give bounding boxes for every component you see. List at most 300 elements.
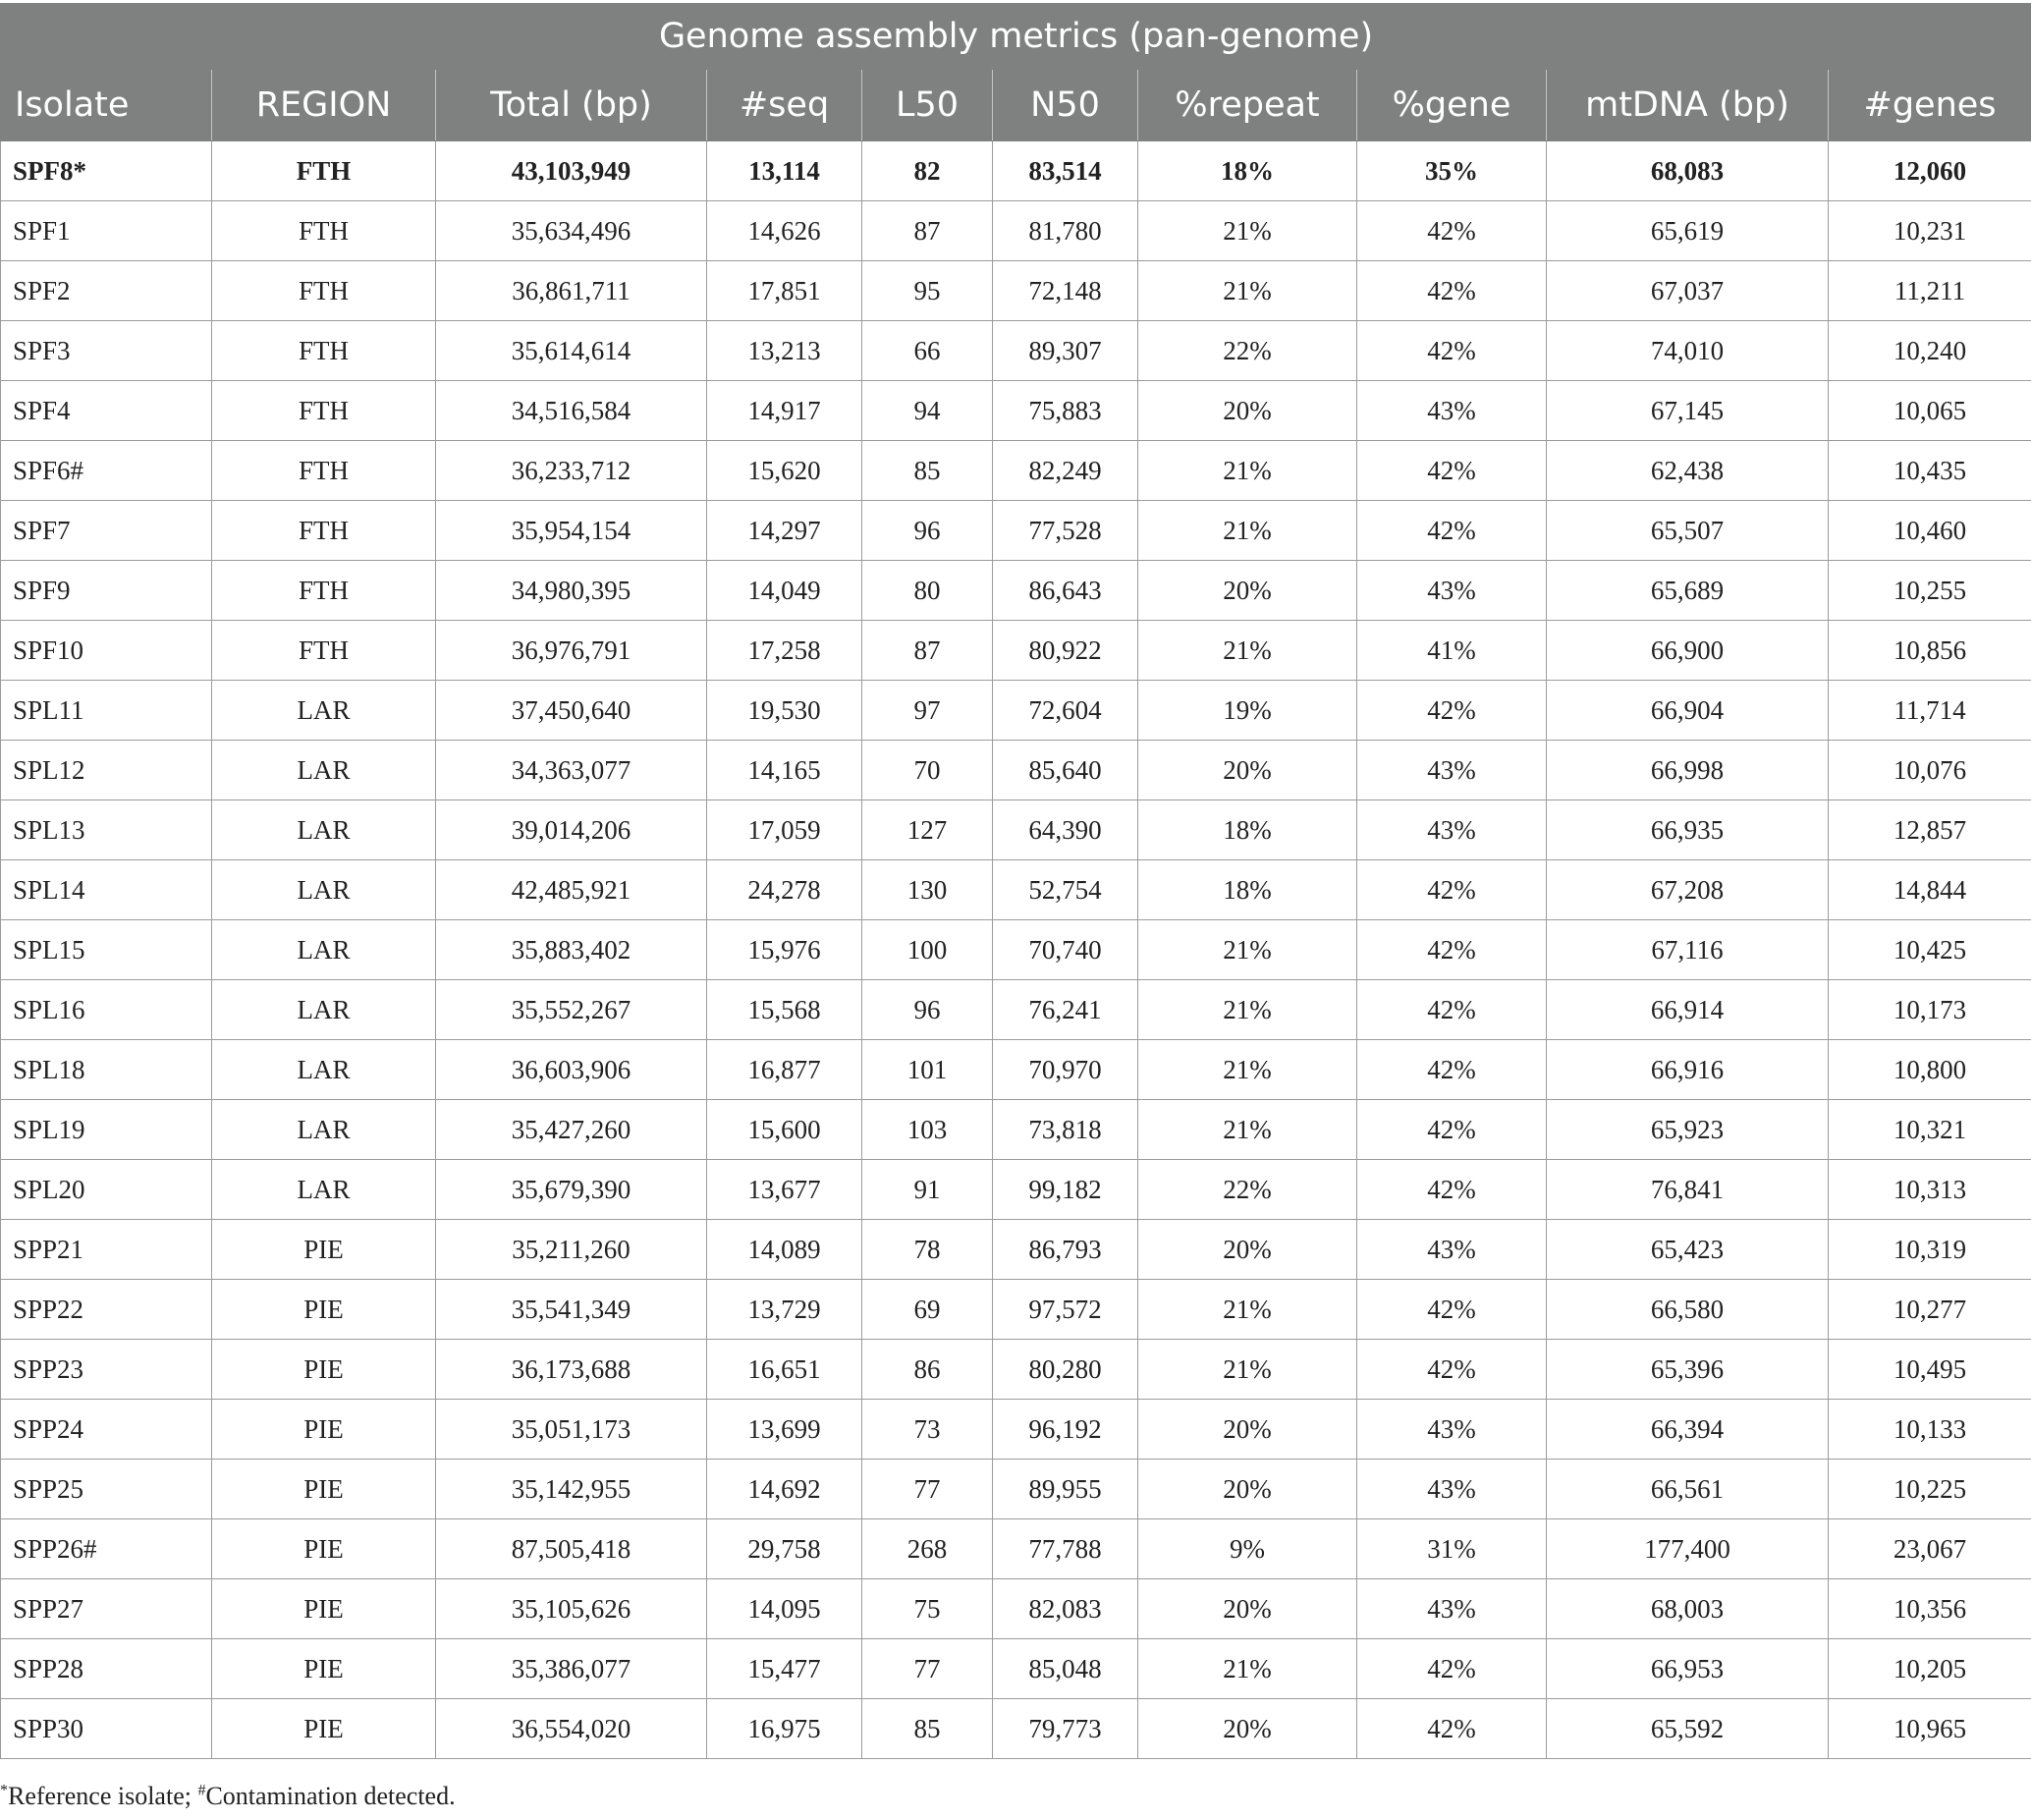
table-cell: 37,450,640 bbox=[436, 681, 707, 741]
table-cell: 34,980,395 bbox=[436, 561, 707, 621]
table-cell: PIE bbox=[212, 1220, 436, 1280]
table-cell: 268 bbox=[862, 1519, 993, 1579]
table-cell: 21% bbox=[1138, 920, 1357, 980]
table-cell: 35,552,267 bbox=[436, 980, 707, 1040]
table-cell: 35,051,173 bbox=[436, 1400, 707, 1460]
table-cell: 41% bbox=[1357, 621, 1547, 681]
table-cell: LAR bbox=[212, 1160, 436, 1220]
table-cell: 10,800 bbox=[1829, 1040, 2031, 1100]
table-cell: 10,435 bbox=[1829, 441, 2031, 501]
table-cell: 97,572 bbox=[993, 1280, 1138, 1340]
table-cell: 10,225 bbox=[1829, 1460, 2031, 1519]
table-row bbox=[1, 1579, 2031, 1639]
table-cell: SPF3 bbox=[1, 321, 212, 381]
table-cell: 20% bbox=[1138, 381, 1357, 441]
table-row bbox=[1, 1519, 2031, 1579]
table-row bbox=[1, 800, 2031, 860]
table-cell: 65,396 bbox=[1547, 1340, 1829, 1400]
table-cell: 42% bbox=[1357, 501, 1547, 561]
table-cell: 21% bbox=[1138, 1100, 1357, 1160]
table-cell: 10,240 bbox=[1829, 321, 2031, 381]
table-cell: 36,861,711 bbox=[436, 261, 707, 321]
table-cell: 75 bbox=[862, 1579, 993, 1639]
table-cell: 64,390 bbox=[993, 800, 1138, 860]
table-cell: 21% bbox=[1138, 201, 1357, 261]
table-cell: 20% bbox=[1138, 1220, 1357, 1280]
table-cell: 19,530 bbox=[707, 681, 862, 741]
table-cell: 43,103,949 bbox=[436, 141, 707, 201]
table-cell: 82,249 bbox=[993, 441, 1138, 501]
table-cell: 12,857 bbox=[1829, 800, 2031, 860]
table-cell: 10,205 bbox=[1829, 1639, 2031, 1699]
column-header: #genes bbox=[1829, 70, 2031, 141]
table-cell: 73 bbox=[862, 1400, 993, 1460]
table-cell: 43% bbox=[1357, 741, 1547, 800]
table-cell: 79,773 bbox=[993, 1699, 1138, 1759]
table-cell: 85 bbox=[862, 441, 993, 501]
table-cell: SPL11 bbox=[1, 681, 212, 741]
table-cell: 77,528 bbox=[993, 501, 1138, 561]
table-cell: 77 bbox=[862, 1639, 993, 1699]
column-header: REGION bbox=[212, 70, 436, 141]
table-cell: 66,394 bbox=[1547, 1400, 1829, 1460]
table-cell: 11,714 bbox=[1829, 681, 2031, 741]
table-cell: 42% bbox=[1357, 920, 1547, 980]
table-cell: 95 bbox=[862, 261, 993, 321]
table-title: Genome assembly metrics (pan-genome) bbox=[1, 4, 2031, 70]
table-cell: 13,114 bbox=[707, 141, 862, 201]
table-cell: 66,580 bbox=[1547, 1280, 1829, 1340]
table-cell: SPL20 bbox=[1, 1160, 212, 1220]
table-cell: 42,485,921 bbox=[436, 860, 707, 920]
table-cell: 78 bbox=[862, 1220, 993, 1280]
table-cell: 76,241 bbox=[993, 980, 1138, 1040]
table-row bbox=[1, 381, 2031, 441]
table-cell: PIE bbox=[212, 1639, 436, 1699]
table-cell: SPP24 bbox=[1, 1400, 212, 1460]
table-cell: SPF10 bbox=[1, 621, 212, 681]
table-cell: 42% bbox=[1357, 1699, 1547, 1759]
table-cell: 75,883 bbox=[993, 381, 1138, 441]
column-header: #seq bbox=[707, 70, 862, 141]
table-cell: 35,427,260 bbox=[436, 1100, 707, 1160]
column-header: Isolate bbox=[1, 70, 212, 141]
table-cell: 36,976,791 bbox=[436, 621, 707, 681]
table-cell: 34,516,584 bbox=[436, 381, 707, 441]
table-cell: 87 bbox=[862, 201, 993, 261]
table-cell: 35,634,496 bbox=[436, 201, 707, 261]
table-cell: 42% bbox=[1357, 321, 1547, 381]
table-row bbox=[1, 1639, 2031, 1699]
table-cell: 42% bbox=[1357, 1100, 1547, 1160]
table-cell: SPF2 bbox=[1, 261, 212, 321]
table-cell: FTH bbox=[212, 561, 436, 621]
table-cell: 35,954,154 bbox=[436, 501, 707, 561]
table-row bbox=[1, 201, 2031, 261]
table-cell: SPP25 bbox=[1, 1460, 212, 1519]
table-cell: 68,083 bbox=[1547, 141, 1829, 201]
table-row bbox=[1, 920, 2031, 980]
table-row bbox=[1, 1400, 2031, 1460]
table-cell: 17,258 bbox=[707, 621, 862, 681]
table-cell: 67,145 bbox=[1547, 381, 1829, 441]
table-row bbox=[1, 681, 2031, 741]
table-cell: 10,173 bbox=[1829, 980, 2031, 1040]
table-cell: 66,935 bbox=[1547, 800, 1829, 860]
table-cell: 42% bbox=[1357, 441, 1547, 501]
table-cell: 22% bbox=[1138, 1160, 1357, 1220]
table-cell: 73,818 bbox=[993, 1100, 1138, 1160]
table-cell: 21% bbox=[1138, 1280, 1357, 1340]
table-cell: 76,841 bbox=[1547, 1160, 1829, 1220]
table-cell: 85,048 bbox=[993, 1639, 1138, 1699]
table-cell: FTH bbox=[212, 381, 436, 441]
table-cell: 21% bbox=[1138, 501, 1357, 561]
table-cell: 21% bbox=[1138, 621, 1357, 681]
table-cell: LAR bbox=[212, 980, 436, 1040]
table-cell: 10,460 bbox=[1829, 501, 2031, 561]
table-cell: 20% bbox=[1138, 1460, 1357, 1519]
table-cell: 35,386,077 bbox=[436, 1639, 707, 1699]
table-cell: 39,014,206 bbox=[436, 800, 707, 860]
table-cell: 18% bbox=[1138, 141, 1357, 201]
table-cell: 65,923 bbox=[1547, 1100, 1829, 1160]
table-cell: 94 bbox=[862, 381, 993, 441]
table-cell: 14,626 bbox=[707, 201, 862, 261]
table-cell: SPL15 bbox=[1, 920, 212, 980]
table-cell: PIE bbox=[212, 1400, 436, 1460]
table-cell: 10,231 bbox=[1829, 201, 2031, 261]
table-row bbox=[1, 441, 2031, 501]
table-cell: 36,233,712 bbox=[436, 441, 707, 501]
table-cell: SPF4 bbox=[1, 381, 212, 441]
table-cell: SPL13 bbox=[1, 800, 212, 860]
table-row bbox=[1, 501, 2031, 561]
table-cell: SPP27 bbox=[1, 1579, 212, 1639]
table-cell: 21% bbox=[1138, 1639, 1357, 1699]
table-cell: SPF7 bbox=[1, 501, 212, 561]
table-cell: 10,965 bbox=[1829, 1699, 2031, 1759]
table-cell: LAR bbox=[212, 1100, 436, 1160]
table-cell: 72,604 bbox=[993, 681, 1138, 741]
table-row bbox=[1, 1100, 2031, 1160]
table-cell: 89,307 bbox=[993, 321, 1138, 381]
table-cell: SPP26# bbox=[1, 1519, 212, 1579]
table-cell: 65,689 bbox=[1547, 561, 1829, 621]
table-cell: 66 bbox=[862, 321, 993, 381]
table-cell: 42% bbox=[1357, 860, 1547, 920]
table-cell: 42% bbox=[1357, 681, 1547, 741]
table-cell: 17,851 bbox=[707, 261, 862, 321]
table-cell: 35,211,260 bbox=[436, 1220, 707, 1280]
table-cell: 43% bbox=[1357, 800, 1547, 860]
table-cell: 20% bbox=[1138, 1400, 1357, 1460]
table-cell: 20% bbox=[1138, 1699, 1357, 1759]
table-cell: 13,729 bbox=[707, 1280, 862, 1340]
column-header-row bbox=[1, 70, 2031, 141]
table-row bbox=[1, 741, 2031, 800]
table-cell: 14,297 bbox=[707, 501, 862, 561]
table-cell: 97 bbox=[862, 681, 993, 741]
table-cell: LAR bbox=[212, 681, 436, 741]
table-cell: PIE bbox=[212, 1280, 436, 1340]
table-cell: PIE bbox=[212, 1699, 436, 1759]
table-cell: 87 bbox=[862, 621, 993, 681]
table-cell: 10,495 bbox=[1829, 1340, 2031, 1400]
table-cell: 66,914 bbox=[1547, 980, 1829, 1040]
column-header: %repeat bbox=[1138, 70, 1357, 141]
table-cell: 42% bbox=[1357, 1040, 1547, 1100]
table-cell: 42% bbox=[1357, 1160, 1547, 1220]
table-cell: 35,679,390 bbox=[436, 1160, 707, 1220]
table-row bbox=[1, 1220, 2031, 1280]
table-cell: 10,065 bbox=[1829, 381, 2031, 441]
table-cell: 43% bbox=[1357, 1220, 1547, 1280]
table-cell: 43% bbox=[1357, 561, 1547, 621]
table-cell: 10,076 bbox=[1829, 741, 2031, 800]
table-cell: 43% bbox=[1357, 381, 1547, 441]
table-cell: 101 bbox=[862, 1040, 993, 1100]
table-cell: 31% bbox=[1357, 1519, 1547, 1579]
table-cell: 14,917 bbox=[707, 381, 862, 441]
table-cell: 10,133 bbox=[1829, 1400, 2031, 1460]
table-cell: SPF8* bbox=[1, 141, 212, 201]
table-cell: 10,321 bbox=[1829, 1100, 2031, 1160]
table-container bbox=[0, 3, 2031, 1759]
table-cell: 42% bbox=[1357, 1340, 1547, 1400]
table-cell: 10,319 bbox=[1829, 1220, 2031, 1280]
table-row bbox=[1, 261, 2031, 321]
footnote-reference-text: Reference isolate; bbox=[8, 1782, 198, 1810]
table-cell: 14,692 bbox=[707, 1460, 862, 1519]
table-cell: LAR bbox=[212, 741, 436, 800]
table-cell: PIE bbox=[212, 1579, 436, 1639]
table-cell: 67,208 bbox=[1547, 860, 1829, 920]
table-cell: PIE bbox=[212, 1519, 436, 1579]
table-row bbox=[1, 860, 2031, 920]
table-cell: 36,173,688 bbox=[436, 1340, 707, 1400]
table-cell: 35,614,614 bbox=[436, 321, 707, 381]
table-cell: SPP21 bbox=[1, 1220, 212, 1280]
table-footnote bbox=[0, 1782, 456, 1811]
table-cell: FTH bbox=[212, 141, 436, 201]
table-cell: 13,677 bbox=[707, 1160, 862, 1220]
footnote-contamination-mark: # bbox=[197, 1782, 206, 1799]
table-cell: 96 bbox=[862, 501, 993, 561]
table-cell: LAR bbox=[212, 920, 436, 980]
table-cell: 72,148 bbox=[993, 261, 1138, 321]
table-cell: 35,883,402 bbox=[436, 920, 707, 980]
table-row bbox=[1, 141, 2031, 201]
table-cell: FTH bbox=[212, 321, 436, 381]
table-cell: FTH bbox=[212, 441, 436, 501]
table-cell: 62,438 bbox=[1547, 441, 1829, 501]
table-cell: FTH bbox=[212, 261, 436, 321]
table-cell: 10,425 bbox=[1829, 920, 2031, 980]
table-cell: 14,844 bbox=[1829, 860, 2031, 920]
table-cell: 86 bbox=[862, 1340, 993, 1400]
table-cell: 80 bbox=[862, 561, 993, 621]
table-row bbox=[1, 1699, 2031, 1759]
table-cell: 10,313 bbox=[1829, 1160, 2031, 1220]
column-header: Total (bp) bbox=[436, 70, 707, 141]
table-cell: 66,900 bbox=[1547, 621, 1829, 681]
table-cell: 21% bbox=[1138, 1340, 1357, 1400]
table-cell: 43% bbox=[1357, 1460, 1547, 1519]
table-cell: 127 bbox=[862, 800, 993, 860]
table-cell: 67,116 bbox=[1547, 920, 1829, 980]
table-cell: 36,603,906 bbox=[436, 1040, 707, 1100]
table-cell: 65,619 bbox=[1547, 201, 1829, 261]
table-cell: 35% bbox=[1357, 141, 1547, 201]
table-cell: 10,356 bbox=[1829, 1579, 2031, 1639]
table-cell: 65,423 bbox=[1547, 1220, 1829, 1280]
table-cell: 34,363,077 bbox=[436, 741, 707, 800]
table-row bbox=[1, 1040, 2031, 1100]
table-cell: 42% bbox=[1357, 1280, 1547, 1340]
table-cell: 85,640 bbox=[993, 741, 1138, 800]
table-cell: SPL14 bbox=[1, 860, 212, 920]
table-cell: 86,643 bbox=[993, 561, 1138, 621]
table-cell: 17,059 bbox=[707, 800, 862, 860]
table-cell: SPP28 bbox=[1, 1639, 212, 1699]
table-cell: LAR bbox=[212, 1040, 436, 1100]
table-cell: 19% bbox=[1138, 681, 1357, 741]
table-cell: 83,514 bbox=[993, 141, 1138, 201]
table-cell: PIE bbox=[212, 1460, 436, 1519]
table-cell: 21% bbox=[1138, 261, 1357, 321]
column-header: mtDNA (bp) bbox=[1547, 70, 1829, 141]
table-cell: 67,037 bbox=[1547, 261, 1829, 321]
table-cell: 36,554,020 bbox=[436, 1699, 707, 1759]
table-cell: 13,213 bbox=[707, 321, 862, 381]
table-cell: SPF9 bbox=[1, 561, 212, 621]
table-cell: 18% bbox=[1138, 860, 1357, 920]
table-cell: 14,095 bbox=[707, 1579, 862, 1639]
table-cell: SPP30 bbox=[1, 1699, 212, 1759]
table-cell: 65,507 bbox=[1547, 501, 1829, 561]
column-header: L50 bbox=[862, 70, 993, 141]
table-cell: 13,699 bbox=[707, 1400, 862, 1460]
table-cell: 82 bbox=[862, 141, 993, 201]
table-cell: 35,142,955 bbox=[436, 1460, 707, 1519]
table-cell: 85 bbox=[862, 1699, 993, 1759]
table-row bbox=[1, 321, 2031, 381]
table-cell: 96,192 bbox=[993, 1400, 1138, 1460]
table-cell: 20% bbox=[1138, 741, 1357, 800]
table-cell: 10,277 bbox=[1829, 1280, 2031, 1340]
table-cell: SPF1 bbox=[1, 201, 212, 261]
table-cell: 21% bbox=[1138, 441, 1357, 501]
table-cell: 65,592 bbox=[1547, 1699, 1829, 1759]
table-cell: 80,922 bbox=[993, 621, 1138, 681]
table-cell: 14,165 bbox=[707, 741, 862, 800]
title-row bbox=[1, 4, 2031, 70]
table-cell: 43% bbox=[1357, 1400, 1547, 1460]
table-row bbox=[1, 1280, 2031, 1340]
table-cell: 81,780 bbox=[993, 201, 1138, 261]
table-cell: SPP23 bbox=[1, 1340, 212, 1400]
table-cell: 177,400 bbox=[1547, 1519, 1829, 1579]
table-cell: 130 bbox=[862, 860, 993, 920]
genome-assembly-metrics-table bbox=[0, 3, 2031, 1759]
table-cell: 66,904 bbox=[1547, 681, 1829, 741]
table-cell: 70,740 bbox=[993, 920, 1138, 980]
table-row bbox=[1, 1160, 2031, 1220]
table-cell: SPL19 bbox=[1, 1100, 212, 1160]
table-cell: 29,758 bbox=[707, 1519, 862, 1579]
table-cell: FTH bbox=[212, 621, 436, 681]
table-cell: 70 bbox=[862, 741, 993, 800]
table-cell: 23,067 bbox=[1829, 1519, 2031, 1579]
table-cell: 103 bbox=[862, 1100, 993, 1160]
table-cell: 11,211 bbox=[1829, 261, 2031, 321]
table-cell: 80,280 bbox=[993, 1340, 1138, 1400]
table-cell: 77 bbox=[862, 1460, 993, 1519]
table-cell: 35,541,349 bbox=[436, 1280, 707, 1340]
table-cell: 10,255 bbox=[1829, 561, 2031, 621]
table-cell: SPF6# bbox=[1, 441, 212, 501]
table-cell: SPL18 bbox=[1, 1040, 212, 1100]
table-cell: LAR bbox=[212, 860, 436, 920]
table-cell: 42% bbox=[1357, 261, 1547, 321]
table-row bbox=[1, 1460, 2031, 1519]
table-cell: FTH bbox=[212, 501, 436, 561]
table-cell: 66,916 bbox=[1547, 1040, 1829, 1100]
table-cell: 42% bbox=[1357, 201, 1547, 261]
table-cell: 91 bbox=[862, 1160, 993, 1220]
table-cell: 35,105,626 bbox=[436, 1579, 707, 1639]
table-cell: 12,060 bbox=[1829, 141, 2031, 201]
table-cell: 43% bbox=[1357, 1579, 1547, 1639]
table-cell: 86,793 bbox=[993, 1220, 1138, 1280]
table-cell: 66,561 bbox=[1547, 1460, 1829, 1519]
table-row bbox=[1, 980, 2031, 1040]
table-cell: 66,953 bbox=[1547, 1639, 1829, 1699]
table-cell: 16,651 bbox=[707, 1340, 862, 1400]
table-cell: 21% bbox=[1138, 980, 1357, 1040]
table-cell: 22% bbox=[1138, 321, 1357, 381]
table-cell: 24,278 bbox=[707, 860, 862, 920]
table-cell: 16,975 bbox=[707, 1699, 862, 1759]
table-cell: 9% bbox=[1138, 1519, 1357, 1579]
table-cell: 74,010 bbox=[1547, 321, 1829, 381]
table-cell: 20% bbox=[1138, 561, 1357, 621]
table-cell: SPP22 bbox=[1, 1280, 212, 1340]
footnote-reference-mark: * bbox=[0, 1782, 8, 1799]
table-row bbox=[1, 621, 2031, 681]
table-cell: 100 bbox=[862, 920, 993, 980]
table-cell: 66,998 bbox=[1547, 741, 1829, 800]
table-cell: 68,003 bbox=[1547, 1579, 1829, 1639]
table-cell: 15,568 bbox=[707, 980, 862, 1040]
column-header: N50 bbox=[993, 70, 1138, 141]
table-cell: 70,970 bbox=[993, 1040, 1138, 1100]
table-body bbox=[1, 141, 2031, 1759]
table-cell: 15,477 bbox=[707, 1639, 862, 1699]
column-header: %gene bbox=[1357, 70, 1547, 141]
table-cell: PIE bbox=[212, 1340, 436, 1400]
table-cell: 21% bbox=[1138, 1040, 1357, 1100]
table-row bbox=[1, 561, 2031, 621]
table-cell: 96 bbox=[862, 980, 993, 1040]
table-cell: 69 bbox=[862, 1280, 993, 1340]
table-cell: 15,620 bbox=[707, 441, 862, 501]
table-cell: 42% bbox=[1357, 980, 1547, 1040]
table-cell: 10,856 bbox=[1829, 621, 2031, 681]
table-cell: 14,089 bbox=[707, 1220, 862, 1280]
table-cell: 18% bbox=[1138, 800, 1357, 860]
